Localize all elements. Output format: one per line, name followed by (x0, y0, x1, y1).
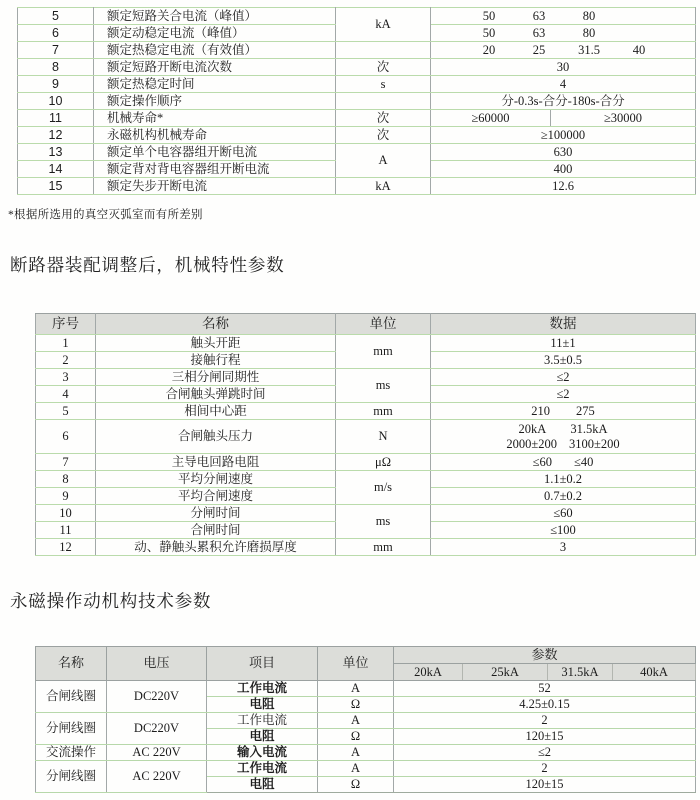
actuator-parameters-table (35, 646, 696, 793)
voltage-cell: AC 220V (107, 761, 207, 793)
row-number-cell: 7 (36, 454, 96, 471)
row-number-cell: 6 (36, 420, 96, 454)
param-name-cell: 合闸触头压力 (96, 420, 336, 454)
row-number-cell: 9 (36, 488, 96, 505)
value-cell: 630 (431, 144, 696, 161)
value-cell: 4.25±0.15 (394, 697, 696, 713)
value-item: 63 (532, 25, 546, 40)
table-header-row (36, 314, 696, 335)
table-row (18, 76, 696, 93)
section-title-mechanical: 断路器装配调整后，机械特性参数 (10, 255, 285, 275)
value-item: 20kA (518, 422, 547, 437)
header-cell: 名称 (36, 647, 107, 681)
value-cell: 120±15 (394, 777, 696, 793)
table-row (36, 539, 696, 556)
unit-cell: 次 (336, 59, 431, 76)
value-cell: 0.7±0.2 (431, 488, 696, 505)
value-cell: ≥100000 (431, 127, 696, 144)
unit-cell: mm (336, 539, 431, 556)
value-item: 31.5kA (570, 422, 608, 437)
table-row (36, 761, 696, 777)
table-row (18, 8, 696, 25)
row-number-cell: 12 (36, 539, 96, 556)
row-number-cell: 3 (36, 369, 96, 386)
table-row (36, 681, 696, 697)
section-title-actuator: 永磁操作动机构技术参数 (10, 591, 212, 611)
param-name-cell: 主导电回路电阻 (96, 454, 336, 471)
row-number-cell: 10 (36, 505, 96, 522)
value-cell: ≤2 (431, 386, 696, 403)
value-cell: ≤60 (431, 505, 696, 522)
coil-name-cell: 交流操作 (36, 745, 107, 761)
row-number-cell: 6 (18, 25, 94, 42)
row-number-cell: 14 (18, 161, 94, 178)
value-cell (431, 8, 696, 25)
unit-cell: mm (336, 335, 431, 369)
param-name-cell: 合闸时间 (96, 522, 336, 539)
param-name-cell: 相间中心距 (96, 403, 336, 420)
value-item: 25 (532, 42, 546, 57)
value-item: 50 (482, 8, 496, 23)
item-cell: 电阻 (207, 777, 318, 793)
value-item: 80 (582, 25, 596, 40)
header-cell: 单位 (318, 647, 394, 681)
param-name-cell: 额定短路开断电流次数 (94, 59, 336, 76)
row-number-cell: 8 (36, 471, 96, 488)
value-cell: 2 (394, 713, 696, 729)
unit-cell: kA (336, 8, 431, 42)
value-item: 40 (632, 42, 646, 57)
value-item: ≤60 (532, 454, 552, 469)
value-cell: 3.5±0.5 (431, 352, 696, 369)
unit-cell: Ω (318, 697, 394, 713)
rated-parameters-table (17, 7, 696, 195)
mechanical-parameters-table (35, 313, 696, 556)
subheader-cell: 20kA (394, 664, 463, 681)
value-item: 31.5 (578, 42, 600, 57)
value-cell: ≥30000 (551, 110, 696, 127)
value-cell: 120±15 (394, 729, 696, 745)
param-name-cell: 永磁机构机械寿命 (94, 127, 336, 144)
table-header-row (36, 647, 696, 664)
unit-cell: A (318, 745, 394, 761)
item-cell: 工作电流 (207, 713, 318, 729)
unit-cell (336, 42, 431, 59)
item-cell: 工作电流 (207, 681, 318, 697)
param-name-cell: 动、静触头累积允许磨损厚度 (96, 539, 336, 556)
unit-cell: 次 (336, 127, 431, 144)
unit-cell: N (336, 420, 431, 454)
table-row (18, 59, 696, 76)
row-number-cell: 5 (36, 403, 96, 420)
value-cell: ≥60000 (431, 110, 551, 127)
value-cell: 12.6 (431, 178, 696, 195)
value-cell (431, 420, 696, 454)
value-cell: ≤2 (394, 745, 696, 761)
value-cell (431, 403, 696, 420)
value-item: 20 (482, 42, 496, 57)
param-name-cell: 触头开距 (96, 335, 336, 352)
voltage-cell: AC 220V (107, 745, 207, 761)
coil-name-cell: 分闸线圈 (36, 713, 107, 745)
table-row (36, 403, 696, 420)
header-cell: 电压 (107, 647, 207, 681)
value-item: 2000±200 (506, 436, 557, 451)
value-cell: 4 (431, 76, 696, 93)
item-cell: 电阻 (207, 729, 318, 745)
row-number-cell: 5 (18, 8, 94, 25)
unit-cell: mm (336, 403, 431, 420)
unit-cell: A (318, 761, 394, 777)
value-item: 275 (576, 403, 595, 418)
subheader-cell: 31.5kA (548, 664, 613, 681)
value-cell: ≤2 (431, 369, 696, 386)
value-item: 80 (582, 8, 596, 23)
table-row (18, 93, 696, 110)
value-cell: 2 (394, 761, 696, 777)
header-cell: 数据 (431, 314, 696, 335)
row-number-cell: 7 (18, 42, 94, 59)
param-name-cell: 额定背对背电容器组开断电流 (94, 161, 336, 178)
unit-cell: ms (336, 369, 431, 403)
header-cell: 名称 (96, 314, 336, 335)
value-item: 210 (531, 403, 550, 418)
row-number-cell: 9 (18, 76, 94, 93)
value-cell: 400 (431, 161, 696, 178)
unit-cell: A (318, 681, 394, 697)
param-name-cell: 额定短路关合电流（峰值） (94, 8, 336, 25)
row-number-cell: 8 (18, 59, 94, 76)
value-cell: 3 (431, 539, 696, 556)
value-cell (431, 454, 696, 471)
param-name-cell: 额定动稳定电流（峰值） (94, 25, 336, 42)
table-row (18, 144, 696, 161)
value-cell: 30 (431, 59, 696, 76)
coil-name-cell: 合闸线圈 (36, 681, 107, 713)
unit-cell: 次 (336, 110, 431, 127)
value-item: ≤40 (574, 454, 594, 469)
table-row (36, 745, 696, 761)
table-row (36, 505, 696, 522)
value-item: 50 (482, 25, 496, 40)
unit-cell: m/s (336, 471, 431, 505)
row-number-cell: 1 (36, 335, 96, 352)
unit-cell: kA (336, 178, 431, 195)
header-cell: 序号 (36, 314, 96, 335)
header-cell: 项目 (207, 647, 318, 681)
row-number-cell: 2 (36, 352, 96, 369)
table-row (36, 335, 696, 352)
param-name-cell: 分闸时间 (96, 505, 336, 522)
param-name-cell: 平均合闸速度 (96, 488, 336, 505)
param-name-cell: 合闸触头弹跳时间 (96, 386, 336, 403)
item-cell: 输入电流 (207, 745, 318, 761)
table-row (18, 110, 696, 127)
subheader-cell: 25kA (463, 664, 548, 681)
unit-cell: μΩ (336, 454, 431, 471)
item-cell: 电阻 (207, 697, 318, 713)
item-cell: 工作电流 (207, 761, 318, 777)
table-row (18, 127, 696, 144)
unit-cell: A (336, 144, 431, 178)
param-name-cell: 额定热稳定电流（有效值） (94, 42, 336, 59)
row-number-cell: 12 (18, 127, 94, 144)
value-cell: 52 (394, 681, 696, 697)
value-cell: 11±1 (431, 335, 696, 352)
unit-cell: s (336, 76, 431, 93)
param-name-cell: 额定单个电容器组开断电流 (94, 144, 336, 161)
param-name-cell: 额定失步开断电流 (94, 178, 336, 195)
value-cell: 分-0.3s-合分-180s-合分 (431, 93, 696, 110)
row-number-cell: 11 (36, 522, 96, 539)
voltage-cell: DC220V (107, 713, 207, 745)
subheader-cell: 40kA (613, 664, 696, 681)
table-row (36, 471, 696, 488)
row-number-cell: 13 (18, 144, 94, 161)
voltage-cell: DC220V (107, 681, 207, 713)
row-number-cell: 11 (18, 110, 94, 127)
row-number-cell: 10 (18, 93, 94, 110)
param-name-cell: 额定操作顺序 (94, 93, 336, 110)
table-row (36, 369, 696, 386)
param-name-cell: 三相分闸同期性 (96, 369, 336, 386)
unit-cell: ms (336, 505, 431, 539)
coil-name-cell: 分闸线圈 (36, 761, 107, 793)
table-row (36, 420, 696, 454)
unit-cell: A (318, 713, 394, 729)
footnote: *根据所选用的真空灭弧室而有所差别 (8, 209, 203, 221)
unit-cell (336, 93, 431, 110)
value-cell (431, 25, 696, 42)
table-row (18, 178, 696, 195)
value-item: 63 (532, 8, 546, 23)
param-name-cell: 额定热稳定时间 (94, 76, 336, 93)
value-item: 3100±200 (569, 436, 620, 451)
table-row (18, 42, 696, 59)
unit-cell: Ω (318, 729, 394, 745)
value-cell: 1.1±0.2 (431, 471, 696, 488)
value-cell (431, 42, 696, 59)
param-name-cell: 接触行程 (96, 352, 336, 369)
header-cell: 参数 (394, 647, 696, 664)
table-row (36, 454, 696, 471)
row-number-cell: 4 (36, 386, 96, 403)
param-name-cell: 机械寿命* (94, 110, 336, 127)
row-number-cell: 15 (18, 178, 94, 195)
header-cell: 单位 (336, 314, 431, 335)
table-row (36, 713, 696, 729)
param-name-cell: 平均分闸速度 (96, 471, 336, 488)
unit-cell: Ω (318, 777, 394, 793)
value-cell: ≤100 (431, 522, 696, 539)
